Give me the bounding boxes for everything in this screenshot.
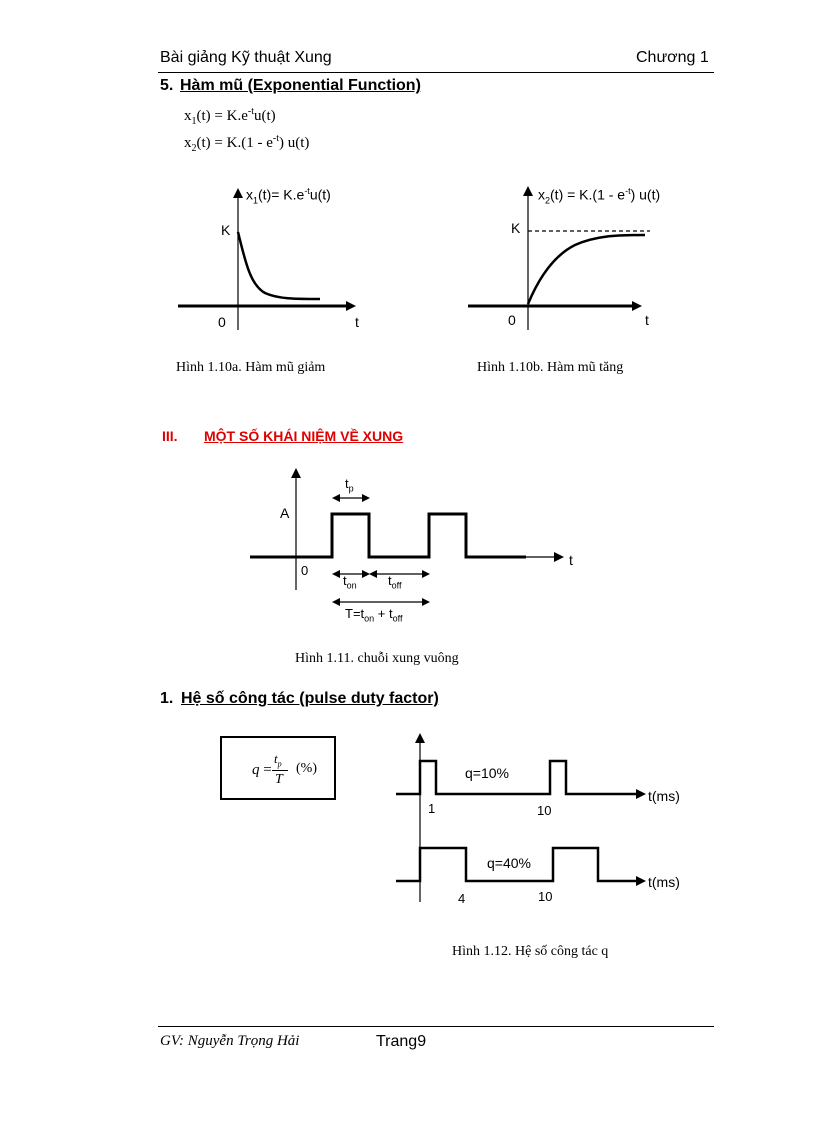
fig-a-zero: 0	[218, 314, 226, 330]
duty-formula-den: T	[275, 772, 283, 787]
duty-formula-num: $t_p$	[274, 751, 282, 769]
fig11-tp: $t_p$	[345, 476, 354, 494]
fig-a-caption: Hình 1.10a. Hàm mũ giảm	[176, 360, 326, 375]
fig-a-k: K	[221, 222, 231, 238]
footer-page: Trang9	[376, 1033, 427, 1050]
fig-b-k: K	[511, 220, 521, 236]
formula-x2: $x_2(t) = K.(1 - e^{-t})$ u(t)	[184, 133, 310, 154]
formula-x1: $x_1(t) = K.e^{-t}u(t)$	[184, 106, 276, 127]
fig11-caption: Hình 1.11. chuỗi xung vuông	[295, 651, 459, 666]
header-chapter: Chương 1	[636, 49, 709, 66]
q40-label: q=40%	[487, 855, 531, 871]
q40-tick-10: 10	[538, 889, 553, 904]
axis1-label: t(ms)	[648, 788, 680, 804]
q10-tick-10: 10	[537, 803, 552, 818]
section5-number: 5.	[160, 77, 174, 94]
q10-label: q=10%	[465, 765, 509, 781]
duty-formula-unit: (%)	[296, 761, 317, 776]
fig11-ton: $t_{on}$	[343, 573, 357, 591]
fig-b-zero: 0	[508, 312, 516, 328]
section5-title: Hàm mũ (Exponential Function)	[180, 77, 421, 94]
section1-title: Hệ số công tác (pulse duty factor)	[181, 690, 439, 707]
footer-author: GV: Nguyễn Trọng Hải	[160, 1033, 300, 1049]
section1-number: 1.	[160, 690, 174, 707]
footer-rule	[158, 1026, 714, 1027]
fig12-caption: Hình 1.12. Hệ số công tác q	[452, 944, 609, 959]
header-title: Bài giảng Kỹ thuật Xung	[160, 49, 332, 66]
fig-b-caption: Hình 1.10b. Hàm mũ tăng	[477, 360, 624, 375]
q10-tick-1: 1	[428, 801, 436, 816]
duty-formula-q: q =	[252, 762, 272, 778]
fig-b-t: t	[645, 312, 649, 328]
fig11-zero: 0	[301, 563, 309, 578]
section3-number: III.	[162, 428, 178, 444]
fig11-toff: $t_{off}$	[388, 573, 402, 591]
fig11-a: A	[280, 505, 290, 521]
fig-a-t: t	[355, 314, 359, 330]
fig-b-label: $x_2(t) = K.(1 - e^{-t})$ u(t)	[538, 186, 661, 206]
fig11-period: $T=t_{on} + t_{off}$	[345, 606, 403, 624]
fig11-t: t	[569, 552, 573, 568]
q40-tick-4: 4	[458, 891, 466, 906]
fig-a-label: $x_1(t)= K.e^{-t}u(t)$	[246, 186, 331, 206]
axis2-label: t(ms)	[648, 874, 680, 890]
section3-title: MỘT SỐ KHÁI NIỆM VỀ XUNG	[204, 428, 404, 444]
